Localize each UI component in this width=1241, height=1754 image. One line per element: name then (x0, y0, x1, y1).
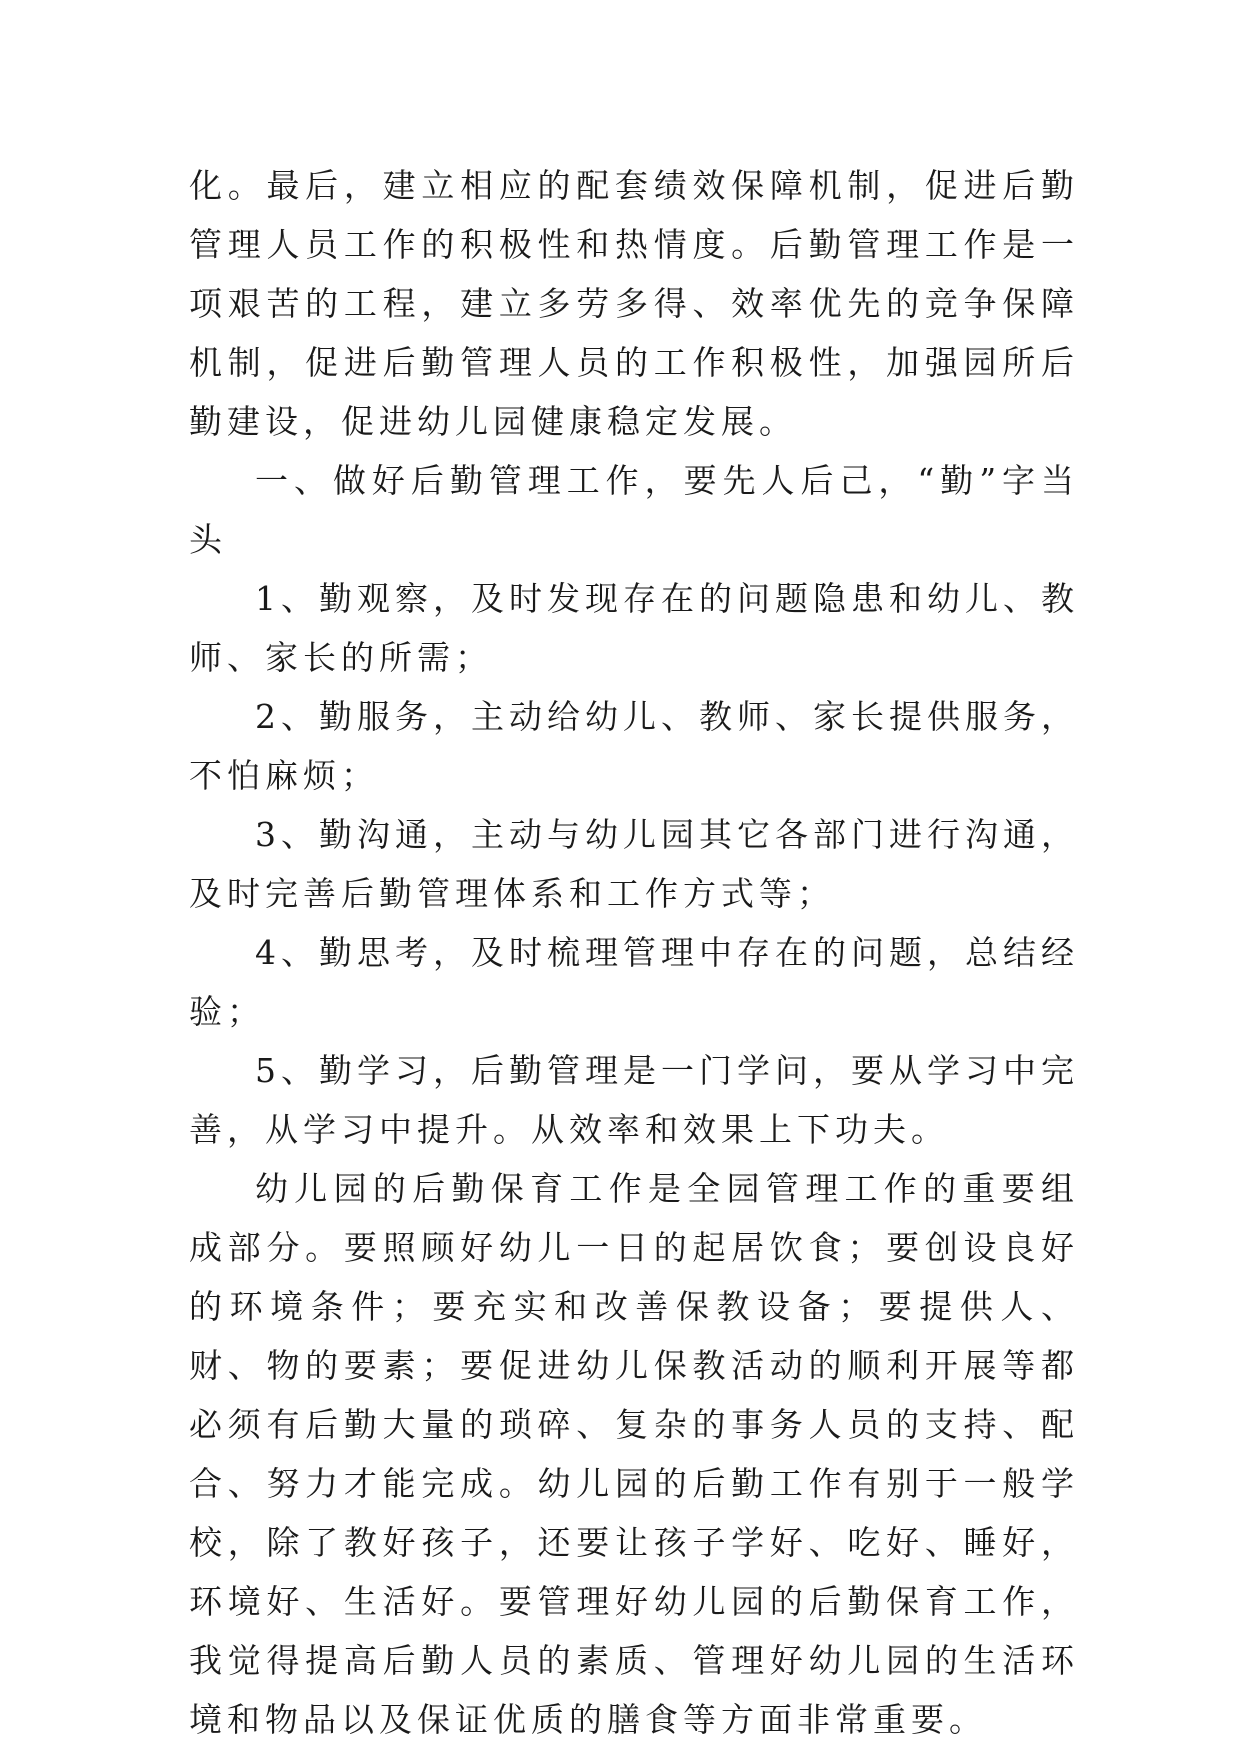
list-item-learn: 5、勤学习，后勤管理是一门学问，要从学习中完善，从学习中提升。从效率和效果上下功夫。 (189, 1051, 1079, 1149)
section-heading: 一、做好后勤管理工作，要先人后己，“勤”字当头 (189, 461, 1079, 559)
paragraph-body: 幼儿园的后勤保育工作是全园管理工作的重要组成部分。要照顾好幼儿一日的起居饮食；要创设良好的环境条件；要充实和改善保教设备；要提供人、财、物的要素；要促进幼儿保教活动的顺利开展等都必须有后勤大量的琐碎、复杂的事务人员的支持、配合、努力才能完成。幼儿园的后勤工作有别于一般学校，除了教好孩子，还要让孩子学好、吃好、睡好，环境好、生活好。要管理好幼儿园的后勤保育工作，我觉得提高后勤人员的素质、管理好幼儿园的生活环境和物品以及保证优质的膳食等方面非常重要。 (189, 1169, 1079, 1739)
list-item-observe: 1、勤观察，及时发现存在的问题隐患和幼儿、教师、家长的所需； (189, 579, 1079, 677)
list-item-communicate: 3、勤沟通，主动与幼儿园其它各部门进行沟通，及时完善后勤管理体系和工作方式等； (189, 815, 1079, 913)
paragraph-continuation: 化。最后，建立相应的配套绩效保障机制，促进后勤管理人员工作的积极性和热情度。后勤管理工作是一项艰苦的工程，建立多劳多得、效率优先的竞争保障机制，促进后勤管理人员的工作积极性，加强园所后勤建设，促进幼儿园健康稳定发展。 (189, 166, 1079, 441)
list-item-service: 2、勤服务，主动给幼儿、教师、家长提供服务，不怕麻烦； (189, 697, 1079, 795)
list-item-think: 4、勤思考，及时梳理管理中存在的问题，总结经验； (189, 933, 1079, 1031)
document-body (189, 156, 1079, 1749)
